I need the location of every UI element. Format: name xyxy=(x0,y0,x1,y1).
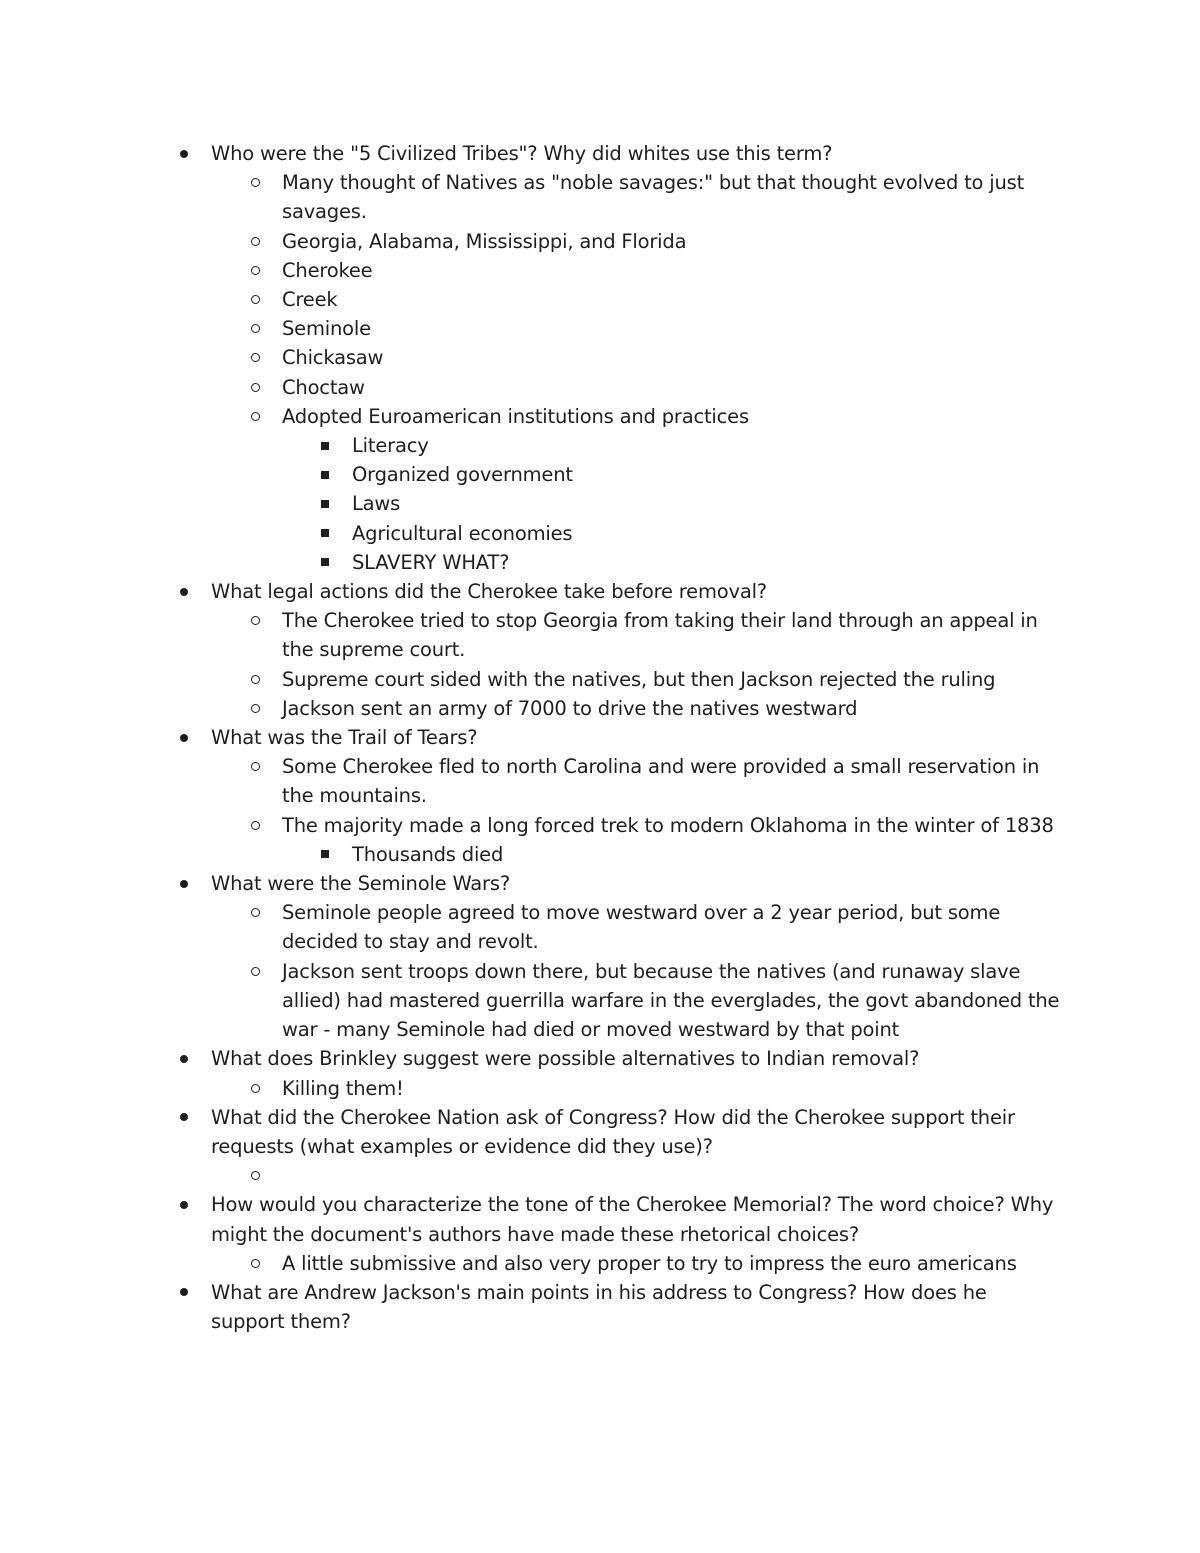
outline-item-text: Chickasaw xyxy=(282,346,384,370)
outline-item-level-1 xyxy=(0,869,1200,898)
outline-item-text: Creek xyxy=(282,288,338,312)
bullet-circle-icon xyxy=(249,402,261,431)
outline-item-text: Literacy xyxy=(352,434,429,458)
outline-item-text: A little submissive and also very proper to try to impress the euro americans xyxy=(282,1251,1017,1275)
bullet-disc-icon xyxy=(178,723,190,752)
outline-item-level-1 xyxy=(0,723,1200,752)
outline-item-level-2 xyxy=(0,1161,1200,1190)
outline-item-text: The Cherokee tried to stop Georgia from taking their land through an appeal in the supreme court. xyxy=(282,609,1038,662)
outline-item-text: Georgia, Alabama, Mississippi, and Florida xyxy=(282,229,687,253)
bullet-circle-icon xyxy=(249,1161,261,1190)
bullet-circle-icon xyxy=(249,811,261,840)
outline-list xyxy=(0,139,1200,1336)
bullet-circle-icon xyxy=(249,752,261,781)
outline-item-text: Jackson sent troops down there, but because the natives (and runaway slave allied) had mastered guerrilla warfare in the everglades, the govt abandoned the war - many Seminole had died or moved westward by that point xyxy=(282,959,1060,1042)
bullet-circle-icon xyxy=(249,957,261,986)
bullet-circle-icon xyxy=(249,168,261,197)
outline-item-level-2 xyxy=(0,373,1200,402)
outline-item-text: How would you characterize the tone of the Cherokee Memorial? The word choice? Why might the document's authors have made these rhetorical choices? xyxy=(211,1193,1054,1246)
outline-item-level-3 xyxy=(0,548,1200,577)
bullet-circle-icon xyxy=(249,1074,261,1103)
outline-item-text: SLAVERY WHAT? xyxy=(352,550,510,574)
bullet-circle-icon xyxy=(249,343,261,372)
outline-item-text: Many thought of Natives as "noble savages:" but that thought evolved to just savages. xyxy=(282,171,1025,224)
outline-item-text: Adopted Euroamerican institutions and practices xyxy=(282,404,749,428)
outline-item-text: What are Andrew Jackson's main points in his address to Congress? How does he support them? xyxy=(211,1280,987,1334)
outline-item-text: Seminole people agreed to move westward over a 2 year period, but some decided to stay and revolt. xyxy=(282,901,1001,954)
bullet-square-icon xyxy=(319,548,331,577)
outline-item-text: Jackson sent an army of 7000 to drive the natives westward xyxy=(282,696,858,720)
outline-item-text: What did the Cherokee Nation ask of Congress? How did the Cherokee support their requests (what examples or evidence did they use)? xyxy=(211,1105,1015,1158)
outline-item-level-2 xyxy=(0,752,1200,810)
outline-item-level-2 xyxy=(0,256,1200,285)
outline-item-text: What does Brinkley suggest were possible alternatives to Indian removal? xyxy=(211,1047,920,1071)
bullet-square-icon xyxy=(319,431,331,460)
outline-item-level-3 xyxy=(0,460,1200,489)
outline-item-text: What was the Trail of Tears? xyxy=(211,726,478,750)
outline-item-text: Who were the "5 Civilized Tribes"? Why did whites use this term? xyxy=(211,142,833,165)
bullet-circle-icon xyxy=(249,285,261,314)
outline-item-level-1 xyxy=(0,1190,1200,1248)
outline-item-text: Choctaw xyxy=(282,375,365,399)
outline-item-text: Supreme court sided with the natives, but then Jackson rejected the ruling xyxy=(282,667,996,691)
bullet-disc-icon xyxy=(178,1044,190,1073)
document-page xyxy=(0,139,1200,1336)
outline-item-level-1 xyxy=(0,1278,1200,1336)
outline-item-level-1 xyxy=(0,577,1200,606)
outline-item-level-2 xyxy=(0,285,1200,314)
bullet-disc-icon xyxy=(178,1190,190,1219)
outline-item-text: Laws xyxy=(352,492,401,516)
bullet-square-icon xyxy=(319,519,331,548)
bullet-disc-icon xyxy=(178,1103,190,1132)
outline-item-level-2 xyxy=(0,343,1200,372)
outline-item-level-3 xyxy=(0,489,1200,518)
outline-item-level-2 xyxy=(0,606,1200,664)
bullet-disc-icon xyxy=(178,139,190,168)
outline-item-level-2 xyxy=(0,811,1200,840)
bullet-circle-icon xyxy=(249,1249,261,1278)
bullet-circle-icon xyxy=(249,694,261,723)
outline-item-level-2 xyxy=(0,898,1200,956)
bullet-circle-icon xyxy=(249,373,261,402)
bullet-disc-icon xyxy=(178,577,190,606)
bullet-circle-icon xyxy=(249,227,261,256)
outline-item-text: Organized government xyxy=(352,463,573,487)
bullet-square-icon xyxy=(319,840,331,869)
outline-item-level-1 xyxy=(0,139,1200,168)
outline-item-level-2 xyxy=(0,665,1200,694)
outline-item-level-2 xyxy=(0,402,1200,431)
outline-item-text: Agricultural economies xyxy=(352,521,573,545)
outline-item-level-2 xyxy=(0,1249,1200,1278)
outline-item-level-2 xyxy=(0,314,1200,343)
bullet-disc-icon xyxy=(178,1278,190,1307)
outline-item-text: The majority made a long forced trek to modern Oklahoma in the winter of 1838 xyxy=(282,813,1054,837)
bullet-circle-icon xyxy=(249,256,261,285)
outline-item-level-2 xyxy=(0,168,1200,226)
outline-item-text: Cherokee xyxy=(282,258,373,282)
outline-item-text: What legal actions did the Cherokee take before removal? xyxy=(211,580,767,604)
outline-item-level-1 xyxy=(0,1103,1200,1161)
bullet-square-icon xyxy=(319,460,331,489)
outline-item-text: Killing them! xyxy=(282,1076,404,1100)
outline-item-text: What were the Seminole Wars? xyxy=(211,872,510,896)
bullet-circle-icon xyxy=(249,606,261,635)
outline-item-level-3 xyxy=(0,519,1200,548)
bullet-disc-icon xyxy=(178,869,190,898)
bullet-square-icon xyxy=(319,489,331,518)
outline-item-text: Thousands died xyxy=(352,842,504,866)
outline-item-text: Some Cherokee fled to north Carolina and were provided a small reservation in the mountains. xyxy=(282,755,1040,808)
outline-item-level-2 xyxy=(0,694,1200,723)
outline-item-text: Seminole xyxy=(282,317,371,341)
bullet-circle-icon xyxy=(249,665,261,694)
outline-item-level-2 xyxy=(0,957,1200,1045)
outline-item-level-1 xyxy=(0,1044,1200,1073)
outline-item-level-2 xyxy=(0,1074,1200,1103)
outline-item-level-3 xyxy=(0,431,1200,460)
bullet-circle-icon xyxy=(249,314,261,343)
outline-item-level-3 xyxy=(0,840,1200,869)
bullet-circle-icon xyxy=(249,898,261,927)
outline-item-level-2 xyxy=(0,227,1200,256)
